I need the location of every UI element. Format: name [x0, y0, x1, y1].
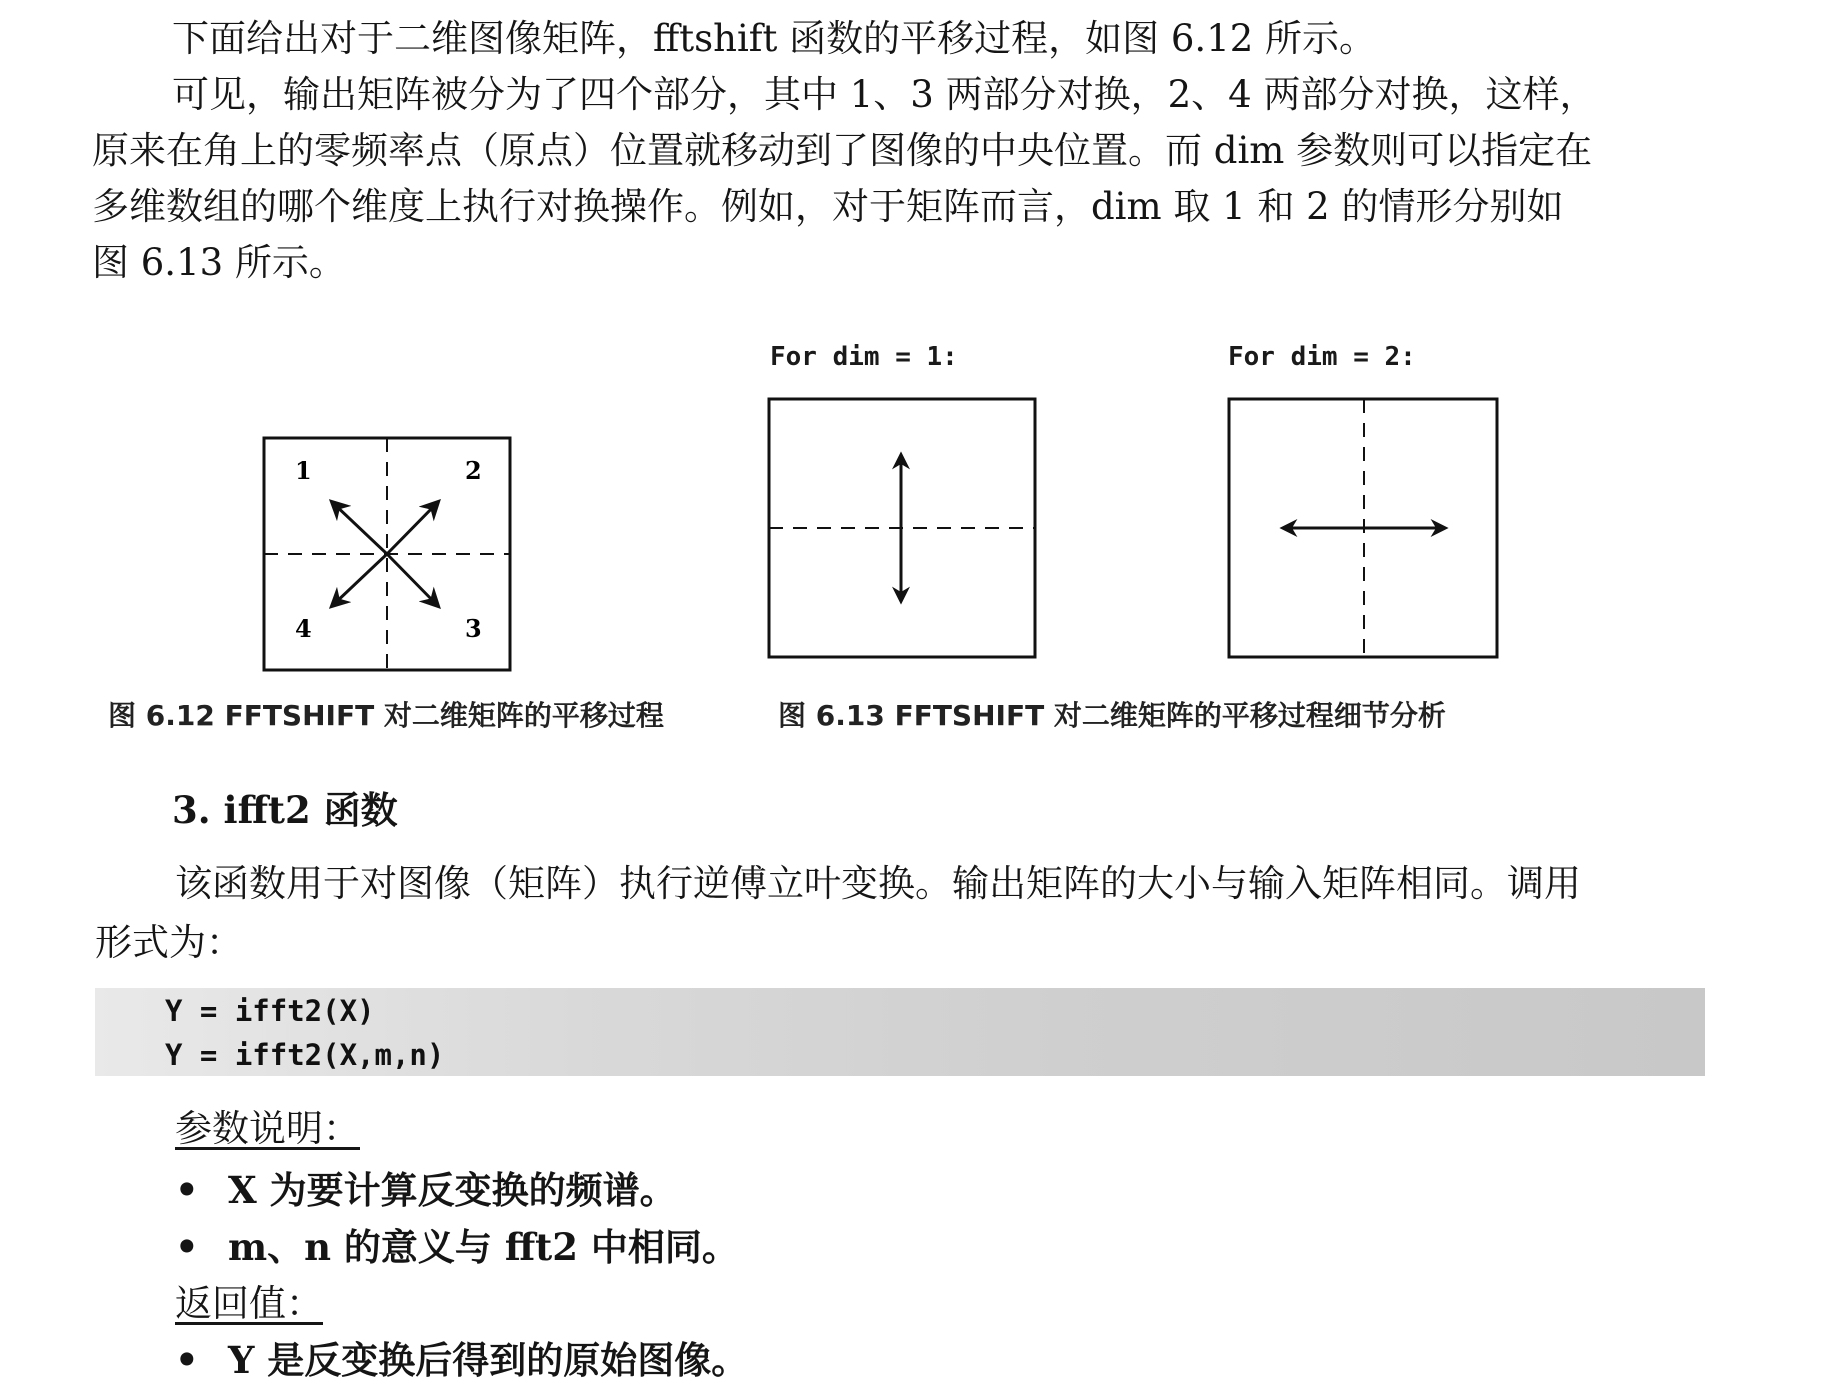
param-item-2-text: m、n 的意义与 fft2 中相同。 — [228, 1225, 739, 1269]
intro-line-3: 原来在角上的零频率点（原点）位置就移动到了图像的中央位置。而 dim 参数则可以指定在 — [92, 129, 1593, 172]
dim2-label: For dim = 2: — [1228, 342, 1416, 372]
code-line-2: Y = ifft2(X,m,n) — [165, 1038, 445, 1072]
figure-6-13-caption: 图 6.13 FFTSHIFT 对二维矩阵的平移过程细节分析 — [778, 699, 1446, 732]
quadrant-2-label: 2 — [465, 456, 482, 485]
arrow-to-q3 — [387, 554, 438, 606]
figure-6-13-dim2 — [1225, 395, 1501, 663]
arrow-to-q4 — [332, 554, 387, 606]
quadrant-1-label: 1 — [295, 456, 312, 485]
intro-line-1: 下面给出对于二维图像矩阵，fftshift 函数的平移过程，如图 6.12 所示。 — [172, 17, 1377, 60]
bullet-icon: • — [175, 1168, 199, 1212]
section-desc-line-2: 形式为： — [95, 921, 243, 964]
figure-6-13-dim1 — [765, 395, 1041, 663]
quadrant-4-label: 4 — [295, 614, 312, 643]
param-item-1-text: X 为要计算反变换的频谱。 — [228, 1168, 677, 1212]
section-desc-line-1: 该函数用于对图像（矩阵）执行逆傅立叶变换。输出矩阵的大小与输入矩阵相同。调用 — [175, 862, 1581, 905]
param-item-1 — [175, 1160, 677, 1214]
dim1-label: For dim = 1: — [770, 342, 958, 372]
figure-6-12 — [260, 434, 520, 674]
param-item-2 — [175, 1217, 739, 1271]
code-line-1: Y = ifft2(X) — [165, 994, 375, 1028]
params-title: 参数说明： — [175, 1107, 360, 1150]
bullet-icon: • — [175, 1338, 199, 1382]
arrow-to-q1 — [332, 502, 387, 554]
dim2-diagram — [1225, 395, 1501, 663]
figure-6-12-caption: 图 6.12 FFTSHIFT 对二维矩阵的平移过程 — [108, 699, 664, 732]
intro-line-5: 图 6.13 所示。 — [92, 241, 346, 284]
quadrant-3-label: 3 — [465, 614, 482, 643]
code-block — [95, 988, 1705, 1076]
dim1-diagram — [765, 395, 1041, 663]
intro-line-2: 可见，输出矩阵被分为了四个部分，其中 1、3 两部分对换，2、4 两部分对换，这样， — [172, 73, 1597, 116]
return-item-1-text: Y 是反变换后得到的原始图像。 — [228, 1338, 749, 1382]
bullet-icon: • — [175, 1225, 199, 1269]
fftshift-quadrant-diagram — [260, 434, 520, 674]
returns-title: 返回值： — [175, 1282, 323, 1325]
section-heading: 3. ifft2 函数 — [172, 788, 398, 832]
intro-line-4: 多维数组的哪个维度上执行对换操作。例如，对于矩阵而言，dim 取 1 和 2 的情形分别如 — [92, 185, 1564, 228]
arrow-to-q2 — [387, 502, 438, 554]
